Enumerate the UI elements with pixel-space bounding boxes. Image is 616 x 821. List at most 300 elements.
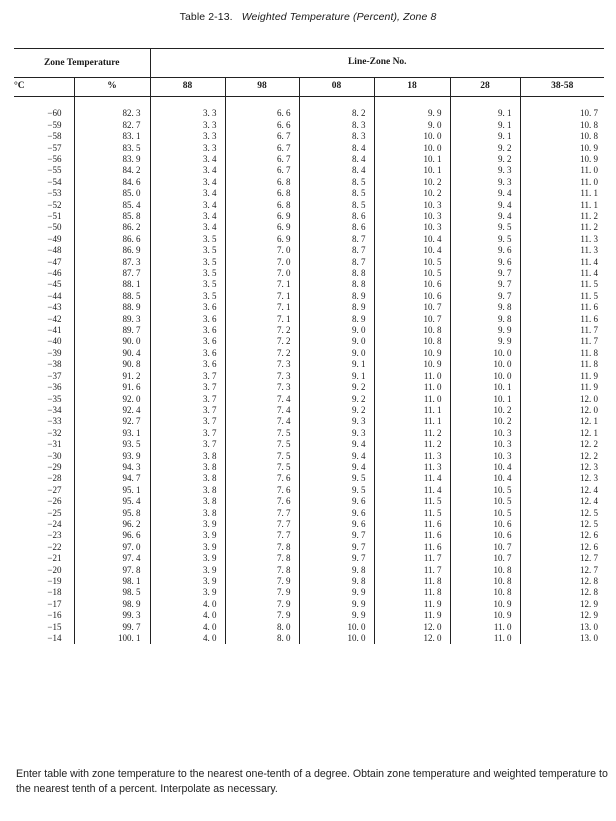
cell-08: 10. 0 <box>299 633 374 644</box>
cell-28: 9. 7 <box>450 291 520 302</box>
cell-28: 10. 5 <box>450 496 520 507</box>
zone-temperature-header: Zone Temperature <box>14 49 150 78</box>
cell-38-58: 10. 8 <box>520 120 604 131</box>
cell-88: 3. 7 <box>150 428 225 439</box>
cell-08: 9. 6 <box>299 508 374 519</box>
cell-18: 10. 2 <box>374 177 450 188</box>
table-row <box>14 473 604 484</box>
cell-38-58: 12. 6 <box>520 542 604 553</box>
cell-celsius: −31 <box>47 439 62 450</box>
cell-28: 9. 4 <box>450 211 520 222</box>
cell-celsius: −34 <box>47 404 62 415</box>
cell-18: 11. 1 <box>374 416 450 427</box>
cell-98: 6. 9 <box>225 234 299 245</box>
cell-88: 3. 6 <box>150 348 225 359</box>
cell-08: 9. 7 <box>299 530 374 541</box>
cell-08: 8. 5 <box>299 177 374 188</box>
cell-celsius: −17 <box>47 598 62 609</box>
cell-18: 10. 3 <box>374 211 450 222</box>
cell-98: 8. 0 <box>225 633 299 644</box>
cell-08: 8. 8 <box>299 268 374 279</box>
cell-08: 8. 4 <box>299 154 374 165</box>
cell-percent: 93. 5 <box>74 439 150 450</box>
cell-percent: 97. 8 <box>74 565 150 576</box>
cell-88: 3. 3 <box>150 108 225 119</box>
cell-18: 9. 9 <box>374 108 450 119</box>
cell-88: 3. 6 <box>150 302 225 313</box>
cell-38-58: 11. 9 <box>520 382 604 393</box>
cell-08: 8. 9 <box>299 302 374 313</box>
table-row <box>14 302 604 313</box>
cell-98: 6. 8 <box>225 200 299 211</box>
cell-38-58: 12. 5 <box>520 519 604 530</box>
table-row <box>14 587 604 598</box>
cell-percent: 95. 8 <box>74 508 150 519</box>
cell-percent: 85. 8 <box>74 211 150 222</box>
table-row <box>14 291 604 302</box>
cell-38-58: 12. 0 <box>520 405 604 416</box>
cell-08: 9. 0 <box>299 325 374 336</box>
cell-08: 9. 2 <box>299 382 374 393</box>
cell-celsius: −41 <box>47 325 62 336</box>
table-row <box>14 599 604 610</box>
cell-08: 8. 8 <box>299 279 374 290</box>
cell-percent: 93. 1 <box>74 428 150 439</box>
cell-08: 9. 9 <box>299 587 374 598</box>
cell-18: 10. 3 <box>374 222 450 233</box>
cell-28: 11. 0 <box>450 633 520 644</box>
cell-98: 7. 5 <box>225 451 299 462</box>
cell-98: 7. 3 <box>225 359 299 370</box>
cell-celsius: −26 <box>47 496 62 507</box>
cell-98: 6. 8 <box>225 177 299 188</box>
cell-08: 8. 7 <box>299 245 374 256</box>
table-row <box>14 314 604 325</box>
cell-08: 8. 6 <box>299 222 374 233</box>
cell-98: 7. 4 <box>225 416 299 427</box>
cell-08: 9. 8 <box>299 565 374 576</box>
cell-38-58: 11. 6 <box>520 314 604 325</box>
table-footnote: Enter table with zone temperature to the nearest one-tenth of a degree. Obtain zone temperature and weighted temperature to the nearest tenth of a percent. Interpolate as necessary. <box>16 768 608 795</box>
cell-38-58: 10. 9 <box>520 143 604 154</box>
cell-38-58: 11. 4 <box>520 268 604 279</box>
cell-18: 10. 7 <box>374 314 450 325</box>
cell-88: 3. 9 <box>150 553 225 564</box>
cell-percent: 83. 1 <box>74 131 150 142</box>
cell-88: 3. 4 <box>150 177 225 188</box>
cell-08: 9. 2 <box>299 394 374 405</box>
cell-18: 11. 6 <box>374 519 450 530</box>
cell-percent: 86. 2 <box>74 222 150 233</box>
cell-98: 7. 7 <box>225 519 299 530</box>
cell-percent: 86. 6 <box>74 234 150 245</box>
cell-celsius: −59 <box>47 119 62 130</box>
cell-88: 3. 3 <box>150 143 225 154</box>
cell-08: 8. 5 <box>299 188 374 199</box>
cell-08: 8. 2 <box>299 108 374 119</box>
cell-98: 7. 2 <box>225 325 299 336</box>
cell-percent: 82. 3 <box>74 108 150 119</box>
table-row <box>14 234 604 245</box>
cell-98: 7. 4 <box>225 405 299 416</box>
cell-18: 11. 4 <box>374 473 450 484</box>
cell-98: 7. 7 <box>225 530 299 541</box>
cell-38-58: 12. 4 <box>520 496 604 507</box>
cell-18: 11. 1 <box>374 405 450 416</box>
cell-38-58: 12. 8 <box>520 576 604 587</box>
cell-28: 10. 5 <box>450 508 520 519</box>
cell-celsius: −50 <box>47 222 62 233</box>
cell-38-58: 12. 1 <box>520 416 604 427</box>
cell-percent: 91. 2 <box>74 371 150 382</box>
cell-38-58: 10. 7 <box>520 108 604 119</box>
table-row <box>14 405 604 416</box>
cell-percent: 96. 2 <box>74 519 150 530</box>
spacer-row <box>14 97 604 109</box>
cell-08: 9. 4 <box>299 462 374 473</box>
cell-percent: 85. 4 <box>74 200 150 211</box>
cell-28: 10. 0 <box>450 359 520 370</box>
cell-percent: 99. 7 <box>74 622 150 633</box>
cell-98: 7. 9 <box>225 599 299 610</box>
cell-88: 3. 3 <box>150 131 225 142</box>
cell-percent: 98. 9 <box>74 599 150 610</box>
column-header-08: 08 <box>299 78 374 97</box>
cell-88: 4. 0 <box>150 599 225 610</box>
cell-88: 3. 7 <box>150 416 225 427</box>
cell-18: 11. 9 <box>374 610 450 621</box>
cell-18: 11. 0 <box>374 371 450 382</box>
cell-18: 12. 0 <box>374 622 450 633</box>
cell-38-58: 12. 3 <box>520 473 604 484</box>
cell-18: 11. 8 <box>374 587 450 598</box>
cell-38-58: 11. 7 <box>520 325 604 336</box>
cell-celsius: −33 <box>47 416 62 427</box>
cell-98: 7. 8 <box>225 553 299 564</box>
table-row <box>14 268 604 279</box>
table-row <box>14 542 604 553</box>
cell-28: 10. 0 <box>450 348 520 359</box>
cell-celsius: −56 <box>47 153 62 164</box>
cell-28: 9. 9 <box>450 325 520 336</box>
cell-98: 7. 0 <box>225 268 299 279</box>
table-number: Table 2-13. <box>179 11 233 23</box>
cell-28: 9. 4 <box>450 188 520 199</box>
table-row <box>14 359 604 370</box>
cell-28: 9. 8 <box>450 314 520 325</box>
cell-88: 3. 6 <box>150 314 225 325</box>
cell-18: 11. 6 <box>374 530 450 541</box>
cell-18: 11. 3 <box>374 462 450 473</box>
cell-celsius: −60 <box>47 108 62 119</box>
cell-percent: 92. 0 <box>74 394 150 405</box>
cell-38-58: 11. 2 <box>520 211 604 222</box>
cell-88: 3. 8 <box>150 451 225 462</box>
cell-08: 8. 4 <box>299 143 374 154</box>
cell-98: 6. 7 <box>225 143 299 154</box>
cell-88: 3. 6 <box>150 336 225 347</box>
cell-38-58: 12. 0 <box>520 394 604 405</box>
cell-38-58: 12. 7 <box>520 553 604 564</box>
cell-98: 6. 9 <box>225 211 299 222</box>
cell-percent: 92. 4 <box>74 405 150 416</box>
cell-38-58: 10. 8 <box>520 131 604 142</box>
cell-celsius: −47 <box>47 256 62 267</box>
cell-08: 9. 9 <box>299 599 374 610</box>
cell-18: 11. 5 <box>374 496 450 507</box>
cell-38-58: 11. 0 <box>520 165 604 176</box>
cell-28: 10. 3 <box>450 439 520 450</box>
cell-08: 9. 7 <box>299 542 374 553</box>
cell-percent: 82. 7 <box>74 120 150 131</box>
table-row <box>14 576 604 587</box>
cell-38-58: 12. 8 <box>520 587 604 598</box>
cell-18: 10. 9 <box>374 348 450 359</box>
cell-08: 8. 7 <box>299 234 374 245</box>
cell-38-58: 12. 2 <box>520 451 604 462</box>
cell-28: 9. 2 <box>450 143 520 154</box>
cell-28: 9. 9 <box>450 336 520 347</box>
cell-38-58: 11. 2 <box>520 222 604 233</box>
cell-28: 10. 3 <box>450 451 520 462</box>
table-row <box>14 496 604 507</box>
cell-18: 11. 7 <box>374 565 450 576</box>
cell-celsius: −37 <box>47 370 62 381</box>
cell-88: 3. 4 <box>150 200 225 211</box>
cell-88: 3. 5 <box>150 234 225 245</box>
cell-celsius: −23 <box>47 530 62 541</box>
cell-18: 11. 2 <box>374 439 450 450</box>
cell-08: 8. 3 <box>299 120 374 131</box>
cell-celsius: −19 <box>47 576 62 586</box>
table-row <box>14 530 604 541</box>
cell-celsius: −20 <box>47 564 62 575</box>
cell-88: 3. 4 <box>150 211 225 222</box>
cell-28: 9. 7 <box>450 279 520 290</box>
cell-28: 9. 3 <box>450 177 520 188</box>
cell-28: 10. 2 <box>450 405 520 416</box>
cell-celsius: −40 <box>47 336 62 347</box>
cell-08: 9. 0 <box>299 336 374 347</box>
cell-08: 9. 2 <box>299 405 374 416</box>
table-row <box>14 519 604 530</box>
header-row-groups <box>14 49 604 78</box>
cell-celsius: −29 <box>47 461 62 472</box>
table-row <box>14 462 604 473</box>
cell-18: 10. 8 <box>374 325 450 336</box>
cell-celsius: −48 <box>47 245 62 256</box>
cell-celsius: −44 <box>47 290 62 301</box>
cell-18: 10. 5 <box>374 268 450 279</box>
table-row <box>14 371 604 382</box>
cell-18: 10. 7 <box>374 302 450 313</box>
cell-38-58: 13. 0 <box>520 633 604 644</box>
cell-celsius: −24 <box>47 518 62 529</box>
cell-celsius: −58 <box>47 131 62 142</box>
cell-18: 10. 1 <box>374 154 450 165</box>
cell-celsius: −43 <box>47 302 62 313</box>
cell-98: 7. 2 <box>225 336 299 347</box>
cell-28: 9. 1 <box>450 131 520 142</box>
cell-percent: 94. 7 <box>74 473 150 484</box>
cell-percent: 88. 9 <box>74 302 150 313</box>
cell-18: 10. 9 <box>374 359 450 370</box>
cell-08: 8. 5 <box>299 200 374 211</box>
cell-88: 4. 0 <box>150 633 225 644</box>
cell-98: 6. 9 <box>225 222 299 233</box>
cell-88: 3. 7 <box>150 394 225 405</box>
cell-08: 9. 3 <box>299 416 374 427</box>
cell-celsius: −30 <box>47 450 62 461</box>
cell-38-58: 11. 0 <box>520 177 604 188</box>
table-row <box>14 553 604 564</box>
cell-percent: 88. 5 <box>74 291 150 302</box>
cell-percent: 99. 3 <box>74 610 150 621</box>
cell-88: 3. 8 <box>150 485 225 496</box>
cell-98: 7. 3 <box>225 371 299 382</box>
table-row <box>14 439 604 450</box>
cell-percent: 97. 4 <box>74 553 150 564</box>
cell-18: 11. 8 <box>374 576 450 587</box>
cell-28: 10. 1 <box>450 382 520 393</box>
cell-28: 10. 8 <box>450 587 520 598</box>
table-title <box>0 11 616 23</box>
cell-88: 3. 9 <box>150 576 225 587</box>
cell-18: 10. 1 <box>374 165 450 176</box>
cell-percent: 96. 6 <box>74 530 150 541</box>
table-row <box>14 257 604 268</box>
cell-percent: 89. 7 <box>74 325 150 336</box>
cell-38-58: 12. 6 <box>520 530 604 541</box>
cell-18: 10. 3 <box>374 200 450 211</box>
cell-38-58: 10. 9 <box>520 154 604 165</box>
cell-28: 9. 5 <box>450 222 520 233</box>
cell-08: 8. 4 <box>299 165 374 176</box>
cell-98: 7. 5 <box>225 439 299 450</box>
cell-percent: 94. 3 <box>74 462 150 473</box>
cell-98: 7. 4 <box>225 394 299 405</box>
table-row <box>14 325 604 336</box>
cell-88: 3. 9 <box>150 587 225 598</box>
cell-percent: 95. 1 <box>74 485 150 496</box>
cell-98: 6. 7 <box>225 165 299 176</box>
cell-88: 3. 7 <box>150 371 225 382</box>
cell-88: 3. 6 <box>150 325 225 336</box>
cell-18: 11. 4 <box>374 485 450 496</box>
cell-28: 10. 4 <box>450 473 520 484</box>
table-row <box>14 108 604 119</box>
cell-38-58: 11. 4 <box>520 257 604 268</box>
cell-88: 3. 5 <box>150 245 225 256</box>
cell-88: 4. 0 <box>150 622 225 633</box>
cell-98: 7. 1 <box>225 302 299 313</box>
cell-38-58: 11. 9 <box>520 371 604 382</box>
cell-percent: 88. 1 <box>74 279 150 290</box>
cell-98: 6. 6 <box>225 108 299 119</box>
cell-88: 3. 4 <box>150 165 225 176</box>
cell-celsius: −53 <box>47 188 62 199</box>
cell-88: 3. 8 <box>150 496 225 507</box>
cell-08: 8. 6 <box>299 211 374 222</box>
cell-percent: 86. 9 <box>74 245 150 256</box>
cell-88: 3. 4 <box>150 154 225 165</box>
cell-18: 11. 0 <box>374 394 450 405</box>
table-row <box>14 211 604 222</box>
cell-88: 3. 4 <box>150 188 225 199</box>
cell-38-58: 12. 9 <box>520 599 604 610</box>
cell-28: 10. 9 <box>450 599 520 610</box>
table-row <box>14 610 604 621</box>
cell-88: 3. 5 <box>150 291 225 302</box>
cell-28: 10. 8 <box>450 565 520 576</box>
column-header-percent: % <box>74 78 150 97</box>
table-row <box>14 336 604 347</box>
cell-88: 3. 7 <box>150 439 225 450</box>
cell-38-58: 12. 9 <box>520 610 604 621</box>
cell-percent: 98. 1 <box>74 576 150 587</box>
cell-38-58: 11. 3 <box>520 245 604 256</box>
cell-08: 9. 5 <box>299 473 374 484</box>
cell-98: 6. 6 <box>225 120 299 131</box>
table-row <box>14 143 604 154</box>
cell-percent: 90. 4 <box>74 348 150 359</box>
cell-percent: 91. 6 <box>74 382 150 393</box>
cell-08: 9. 4 <box>299 451 374 462</box>
table-row <box>14 131 604 142</box>
cell-percent: 98. 5 <box>74 587 150 598</box>
cell-38-58: 12. 2 <box>520 439 604 450</box>
cell-celsius: −39 <box>47 347 62 358</box>
cell-98: 7. 6 <box>225 473 299 484</box>
cell-98: 7. 9 <box>225 610 299 621</box>
cell-88: 3. 9 <box>150 519 225 530</box>
cell-celsius: −18 <box>47 587 62 598</box>
cell-celsius: −35 <box>47 393 62 404</box>
line-zone-header: Line-Zone No. <box>150 49 604 78</box>
cell-88: 3. 7 <box>150 382 225 393</box>
cell-celsius: −16 <box>47 610 62 621</box>
cell-celsius: −57 <box>47 142 62 153</box>
cell-28: 10. 4 <box>450 462 520 473</box>
cell-28: 9. 3 <box>450 165 520 176</box>
cell-88: 3. 5 <box>150 279 225 290</box>
cell-18: 10. 0 <box>374 143 450 154</box>
cell-98: 7. 3 <box>225 382 299 393</box>
cell-88: 3. 5 <box>150 257 225 268</box>
cell-98: 7. 1 <box>225 279 299 290</box>
table-row <box>14 485 604 496</box>
cell-88: 3. 4 <box>150 222 225 233</box>
cell-88: 3. 7 <box>150 405 225 416</box>
cell-38-58: 11. 6 <box>520 302 604 313</box>
cell-18: 9. 0 <box>374 120 450 131</box>
cell-28: 10. 5 <box>450 485 520 496</box>
cell-38-58: 11. 3 <box>520 234 604 245</box>
cell-18: 10. 0 <box>374 131 450 142</box>
cell-celsius: −28 <box>47 473 62 484</box>
cell-percent: 93. 9 <box>74 451 150 462</box>
table-caption: Weighted Temperature (Percent), Zone 8 <box>241 11 437 23</box>
cell-98: 7. 5 <box>225 462 299 473</box>
table-row <box>14 382 604 393</box>
cell-28: 10. 0 <box>450 371 520 382</box>
cell-celsius: −42 <box>47 313 62 324</box>
cell-08: 8. 9 <box>299 314 374 325</box>
cell-18: 11. 9 <box>374 599 450 610</box>
cell-28: 9. 5 <box>450 234 520 245</box>
table-row <box>14 188 604 199</box>
cell-28: 10. 2 <box>450 416 520 427</box>
